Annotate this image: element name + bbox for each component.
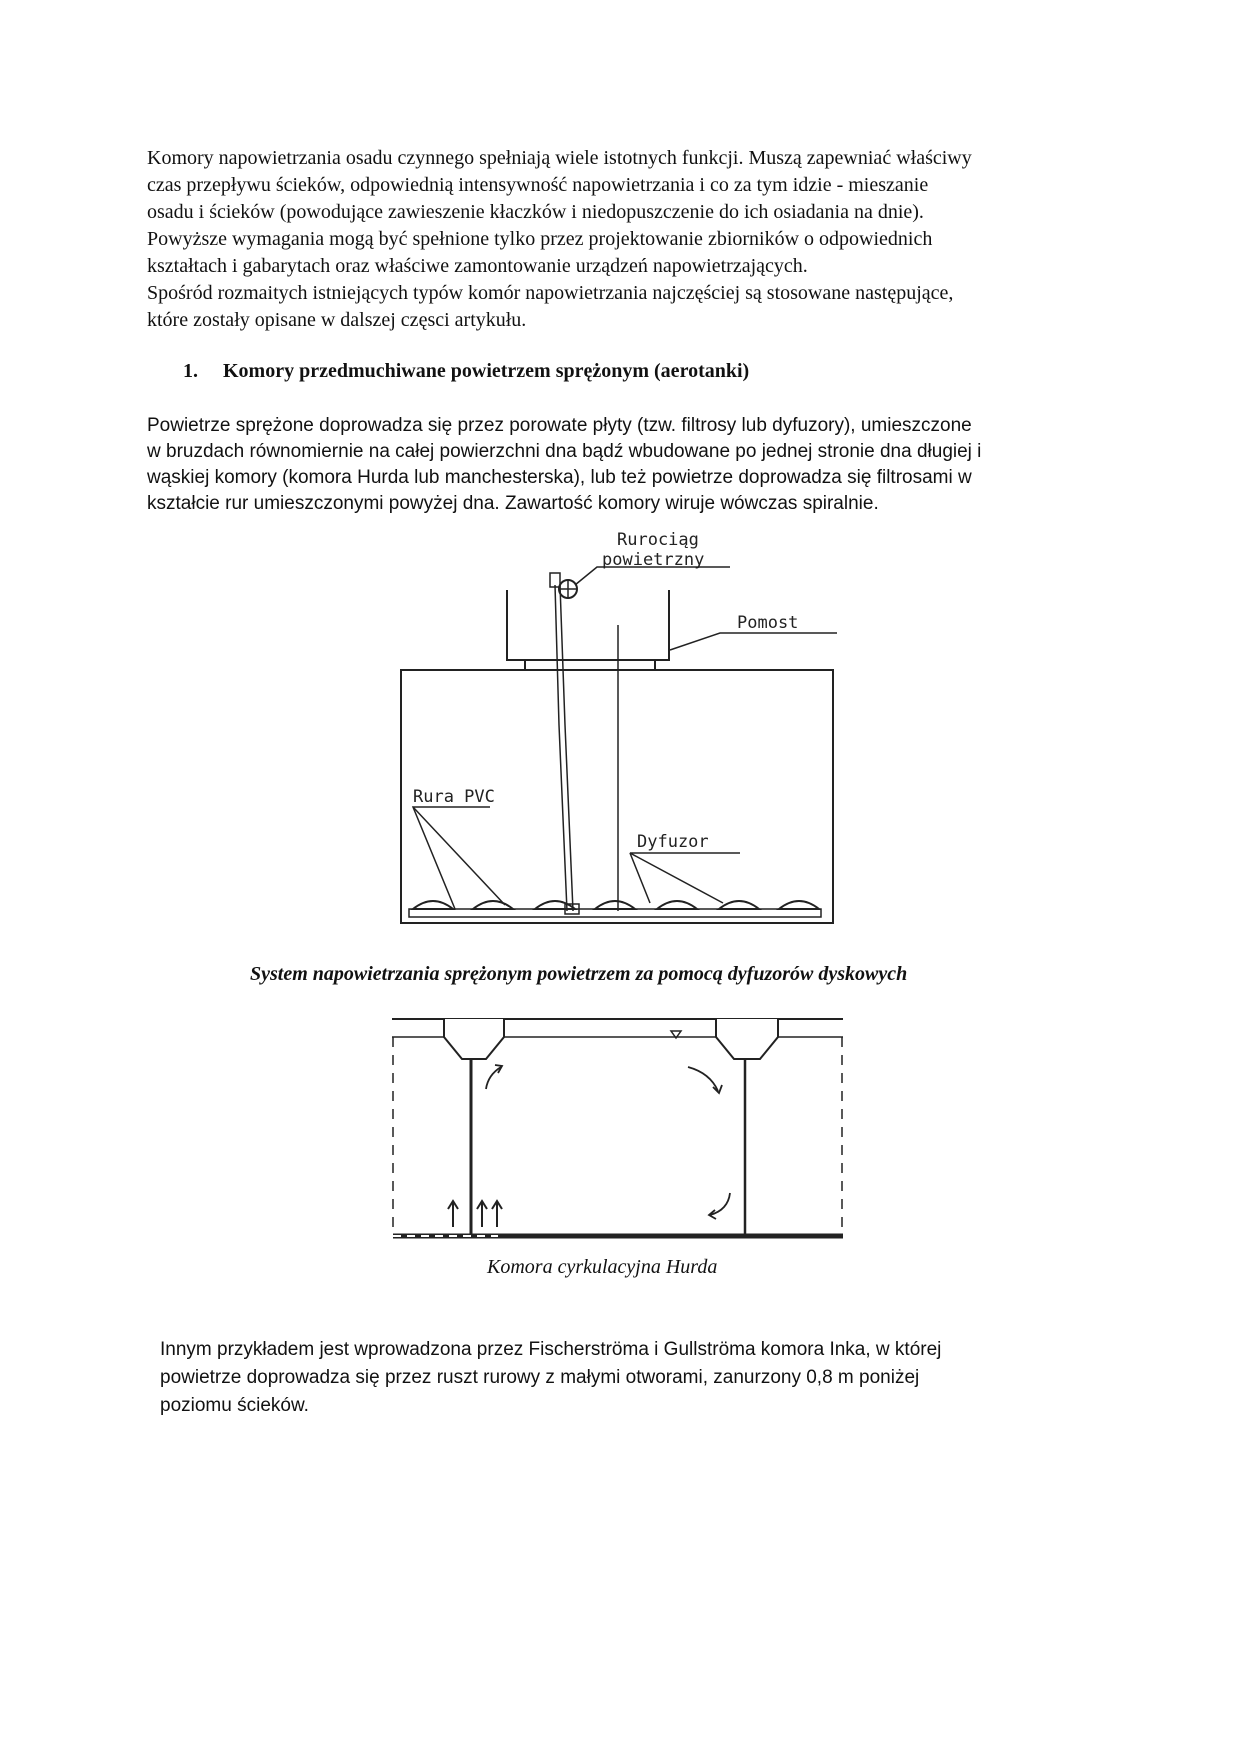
label-diffuser: Dyfuzor: [637, 832, 709, 852]
bottom-pipe: [409, 909, 821, 917]
label-platform: Pomost: [737, 613, 799, 633]
right-hopper: [716, 1019, 778, 1059]
figure1-caption: System napowietrzania sprężonym powietrzem za pomocą dyfuzorów dyskowych: [250, 963, 908, 985]
label-pvc-pipe: Rura PVC: [413, 787, 495, 807]
diffuser-disk: [657, 901, 697, 909]
figure-diffuser-diagram: [395, 525, 855, 930]
intro-line: Komory napowietrzania osadu czynnego spełniają wiele istotnych funkcji. Muszą zapewniać właściwy: [147, 147, 972, 169]
intro-line: które zostały opisane w dalszej częsci artykułu.: [147, 309, 527, 331]
pvc-leader: [413, 807, 490, 909]
diffuser-disk: [595, 901, 635, 909]
closing-paragraph: [160, 1336, 1060, 1420]
intro-line: kształtach i gabarytach oraz właściwe zamontowanie urządzeń napowietrzających.: [147, 255, 808, 277]
body-line: w bruzdach równomiernie na całej powierzchni dna bądź wbudowane po jednej stronie dna długiej i: [147, 441, 982, 462]
body-line: Powietrze sprężone doprowadza się przez porowate płyty (tzw. filtrosy lub dyfuzory), umieszczone: [147, 415, 972, 436]
diffuser-disk: [719, 901, 759, 909]
diffuser-disk: [413, 901, 453, 909]
closing-line: Innym przykładem jest wprowadzona przez Fischerströma i Gullströma komora Inka, w której: [160, 1339, 942, 1360]
intro-line: Spośród rozmaitych istniejących typów komór napowietrzania najczęściej są stosowane następujące,: [147, 282, 954, 304]
intro-line: czas przepływu ścieków, odpowiednią intensywność napowietrzania i co za tym idzie - mieszanie: [147, 174, 929, 196]
figure-hurd-chamber: [388, 1015, 848, 1250]
label-pipeline-2: powietrzny: [602, 550, 705, 570]
label-pipeline-1: Rurociąg: [617, 530, 699, 550]
closing-line: powietrze doprowadza się przez ruszt rurowy z małymi otworami, zanurzony 0,8 m poniżej: [160, 1367, 920, 1388]
section-heading: [183, 360, 749, 383]
platform-leader: [670, 633, 837, 650]
closing-line: poziomu ścieków.: [160, 1395, 309, 1416]
diffuser-disk: [535, 901, 575, 909]
diffuser-disk: [473, 901, 513, 909]
left-hopper: [444, 1019, 504, 1059]
intro-paragraph: [147, 145, 1107, 334]
platform-box: [507, 590, 669, 660]
section-title: Komory przedmuchiwane powietrzem sprężonym (aerotanki): [223, 360, 750, 382]
intro-line: osadu i ścieków (powodujące zawieszenie kłaczków i niedopuszczenie do ich osiadania na dnie).: [147, 201, 924, 223]
body-line: kształcie rur umieszczonymi powyżej dna. Zawartość komory wiruje wówczas spiralnie.: [147, 493, 879, 514]
section-number: 1.: [183, 360, 198, 382]
body-paragraph: [147, 413, 1107, 517]
diffuser-row: [413, 901, 819, 909]
diffuser-disk: [779, 901, 819, 909]
intro-line: Powyższe wymagania mogą być spełnione tylko przez projektowanie zbiorników o odpowiednich: [147, 228, 933, 250]
figure2-caption: Komora cyrkulacyjna Hurda: [487, 1256, 718, 1278]
body-line: wąskiej komory (komora Hurda lub manchesterska), lub też powietrze doprowadza się filtrosami w: [147, 467, 972, 488]
